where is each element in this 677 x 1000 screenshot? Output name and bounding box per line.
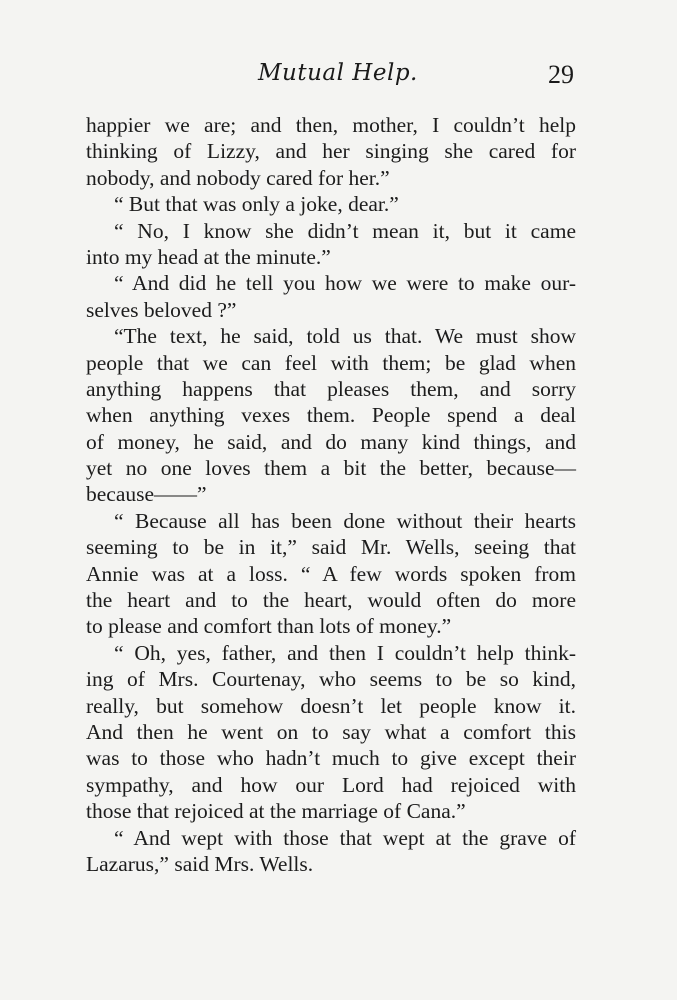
paragraph: [86, 218, 576, 271]
text-line: And then he went on to say what a comfort this: [86, 719, 576, 744]
text-line: anything happens that pleases them, and sorry: [86, 376, 576, 401]
text-line: sympathy, and how our Lord had rejoiced with: [86, 772, 576, 797]
running-title: Mutual Help.: [258, 60, 418, 86]
text-line: of money, he said, and do many kind things, and: [86, 429, 576, 454]
text-line: those that rejoiced at the marriage of Cana.”: [86, 799, 466, 824]
text-line: “ And did he tell you how we were to make our-: [114, 271, 576, 296]
body-text: [86, 112, 576, 877]
text-line: yet no one loves them a bit the better, because—: [86, 456, 576, 481]
text-line: “ But that was only a joke, dear.”: [114, 192, 399, 217]
text-line: the heart and to the heart, would often do more: [86, 588, 576, 613]
text-line: really, but somehow doesn’t let people know it.: [86, 693, 576, 718]
text-line: Annie was at a loss. “ A few words spoken from: [86, 561, 576, 586]
paragraph: [86, 191, 576, 217]
text-line: because——”: [86, 482, 207, 507]
text-line: “ No, I know she didn’t mean it, but it came: [114, 218, 576, 243]
text-line: thinking of Lizzy, and her singing she cared for: [86, 139, 576, 164]
text-line: selves beloved ?”: [86, 297, 237, 322]
text-line: “The text, he said, told us that. We must show: [114, 324, 576, 349]
paragraph: [86, 508, 576, 640]
text-line: Lazarus,” said Mrs. Wells.: [86, 851, 314, 876]
text-line: “ And wept with those that wept at the grave of: [114, 825, 576, 850]
text-line: people that we can feel with them; be glad when: [86, 350, 576, 375]
text-line: was to those who hadn’t much to give except their: [86, 746, 576, 771]
text-line: ing of Mrs. Courtenay, who seems to be so kind,: [86, 667, 576, 692]
paragraph: [86, 640, 576, 825]
page-number: 29: [548, 60, 574, 89]
text-line: nobody, and nobody cared for her.”: [86, 165, 390, 190]
paragraph: [86, 825, 576, 878]
text-line: “ Oh, yes, father, and then I couldn’t help think-: [114, 640, 576, 665]
running-head: [86, 60, 576, 96]
text-line: when anything vexes them. People spend a deal: [86, 403, 576, 428]
text-line: happier we are; and then, mother, I couldn’t help: [86, 113, 576, 137]
paragraph: [86, 323, 576, 508]
text-line: into my head at the minute.”: [86, 244, 331, 269]
paragraph: [86, 112, 576, 191]
text-line: to please and comfort than lots of money.”: [86, 614, 452, 639]
paragraph: [86, 270, 576, 323]
text-line: “ Because all has been done without their hearts: [114, 508, 576, 533]
text-line: seeming to be in it,” said Mr. Wells, seeing that: [86, 535, 576, 560]
